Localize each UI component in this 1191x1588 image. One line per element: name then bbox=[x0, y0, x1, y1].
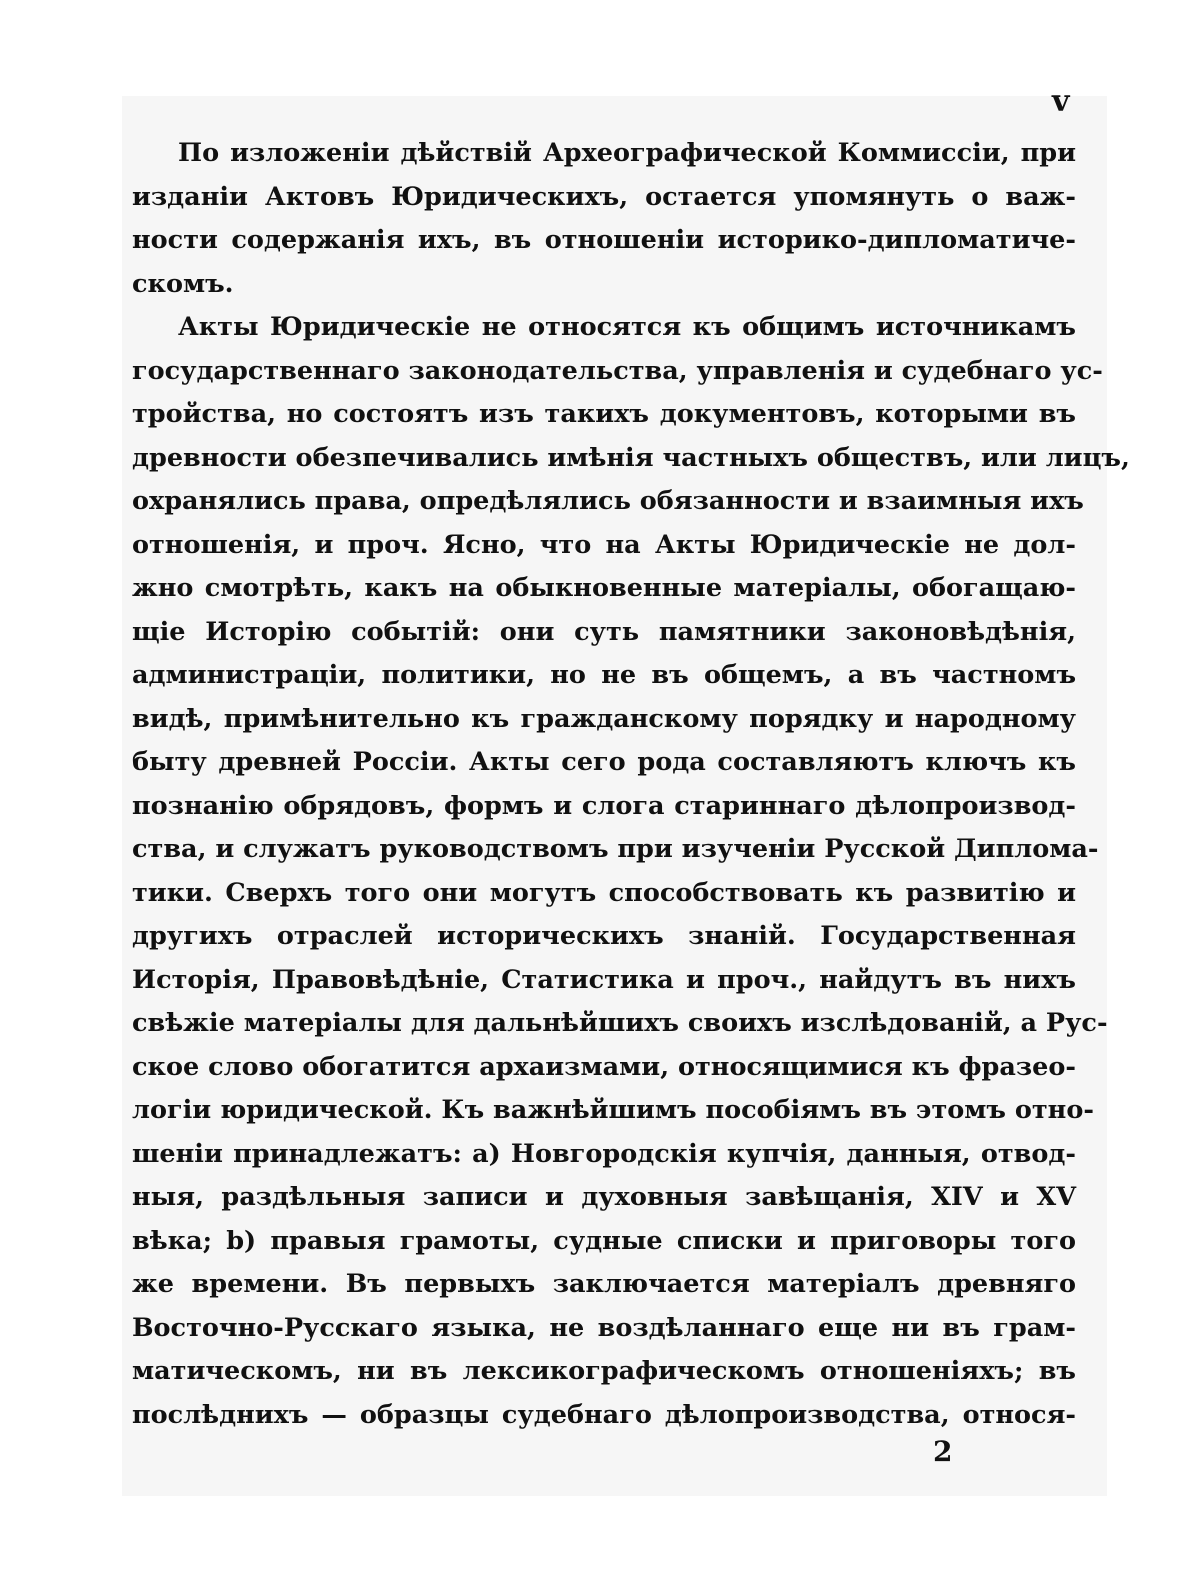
text-line: отношенія, и проч. Ясно, что на Акты Юридическіе не дол- bbox=[132, 529, 1076, 560]
text-line: ности содержанія ихъ, въ отношеніи историко-дипломатиче- bbox=[132, 225, 1076, 255]
text-line: видѣ, примѣнительно къ гражданскому порядку и народному bbox=[132, 703, 1076, 734]
text-line: древности обезпечивались имѣнія частныхъ обществъ, или лицъ, bbox=[132, 442, 1130, 473]
text-line: же времени. Въ первыхъ заключается матеріалъ древняго bbox=[132, 1269, 1076, 1299]
body-text bbox=[132, 132, 1130, 1437]
text-line: изданіи Актовъ Юридическихъ, остается упомянуть о важ- bbox=[132, 181, 1076, 212]
text-line: познанію обрядовъ, формъ и слога стариннаго дѣлопроизвод- bbox=[132, 790, 1076, 821]
text-line: шеніи принадлежатъ: а) Новгородскія купчія, данныя, отвод- bbox=[132, 1138, 1076, 1169]
text-line: вѣка; b) правыя грамоты, судные списки и приговоры того bbox=[132, 1225, 1076, 1256]
text-line: логіи юридической. Къ важнѣйшимъ пособіямъ въ этомъ отно- bbox=[132, 1095, 1094, 1125]
text-line: послѣднихъ — образцы судебнаго дѣлопроизводства, относя- bbox=[132, 1399, 1076, 1430]
text-line: Акты Юридическіе не относятся къ общимъ источникамъ bbox=[178, 312, 1076, 342]
text-line: другихъ отраслей историческихъ знаній. Государственная bbox=[132, 921, 1076, 951]
text-line: ское слово обогатится архаизмами, относящимися къ фразео- bbox=[132, 1051, 1076, 1082]
text-line: быту древней Россіи. Акты сего рода составляютъ ключъ къ bbox=[132, 747, 1076, 777]
text-line: тройства, но состоятъ изъ такихъ документовъ, которыми въ bbox=[132, 399, 1076, 429]
text-line: По изложеніи дѣйствій Археографической Коммиссіи, при bbox=[178, 138, 1076, 168]
text-line: ныя, раздѣльныя записи и духовныя завѣщанія, XIV и XV bbox=[132, 1182, 1076, 1212]
text-line: охранялись права, опредѣлялись обязанности и взаимныя ихъ bbox=[132, 486, 1084, 516]
text-line: жно смотрѣть, какъ на обыкновенные матеріалы, обогащаю- bbox=[132, 573, 1076, 603]
page-number-bottom: 2 bbox=[933, 1435, 953, 1468]
page-number-top: v bbox=[1052, 84, 1070, 119]
text-line: ства, и служатъ руководствомъ при изученіи Русской Диплома- bbox=[132, 834, 1099, 864]
text-line: Восточно-Русскаго языка, не воздѣланнаго еще ни въ грам- bbox=[132, 1312, 1076, 1343]
text-line: государственнаго законодательства, управленія и судебнаго ус- bbox=[132, 355, 1103, 386]
text-line: администраціи, политики, но не въ общемъ, а въ частномъ bbox=[132, 660, 1076, 690]
text-line: Исторія, Правовѣдѣніе, Статистика и проч., найдутъ въ нихъ bbox=[132, 964, 1076, 995]
text-line: матическомъ, ни въ лексикографическомъ отношеніяхъ; въ bbox=[132, 1356, 1076, 1386]
text-line: тики. Сверхъ того они могутъ способствовать къ развитію и bbox=[132, 877, 1076, 908]
text-line: щіе Исторію событій: они суть памятники законовѣдѣнія, bbox=[132, 616, 1076, 647]
text-line: свѣжіе матеріалы для дальнѣйшихъ своихъ изслѣдованій, а Рус- bbox=[132, 1008, 1108, 1038]
text-line: скомъ. bbox=[132, 268, 234, 299]
